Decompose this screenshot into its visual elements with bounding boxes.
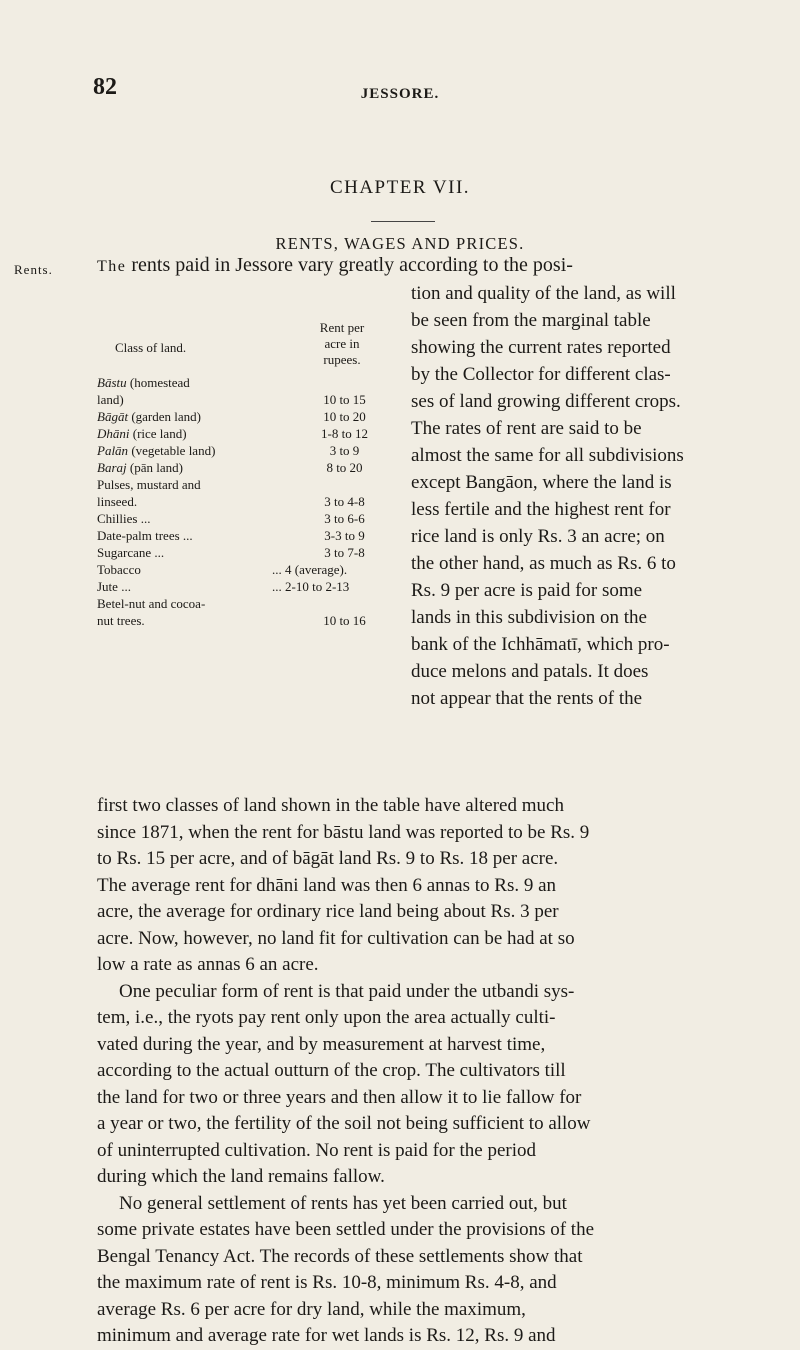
rent-rate: 3 to 9 (329, 443, 360, 458)
text-line: almost the same for all subdivisions (411, 445, 684, 466)
land-class (97, 545, 164, 561)
land-class-desc: Chillies ... (97, 511, 151, 526)
rent-rate: 10 to 15 (323, 392, 366, 407)
text-line: acre, the average for ordinary rice land being about Rs. 3 per (97, 901, 559, 922)
land-class (97, 460, 183, 476)
text-line: ses of land growing different crops. (411, 391, 681, 412)
text-line: except Bangāon, where the land is (411, 472, 672, 493)
page-number: 82 (93, 74, 117, 100)
land-class (97, 409, 201, 425)
table-row (97, 443, 402, 460)
table-header-rent (297, 320, 387, 368)
text-line: be seen from the marginal table (411, 310, 651, 331)
margin-note: Rents. (14, 262, 53, 277)
text-line: according to the actual outturn of the crop. The cultivators till (97, 1060, 566, 1081)
land-class (97, 426, 187, 442)
chapter-title: CHAPTER VII. (329, 177, 471, 198)
rent-rate: 8 to 20 (326, 460, 363, 475)
text-line: of uninterrupted cultivation. No rent is paid for the period (97, 1139, 536, 1161)
text-line: not appear that the rents of the (411, 688, 643, 709)
land-class-desc: (homestead (126, 375, 190, 390)
land-class-desc: Pulses, mustard and (97, 477, 201, 492)
land-class-desc: land) (97, 392, 124, 407)
land-class-desc: Sugarcane ... (97, 545, 165, 560)
table-row (97, 579, 402, 596)
land-class-desc: linseed. (97, 494, 138, 509)
table-header-rent-line: acre in (324, 336, 360, 351)
land-class (97, 562, 141, 578)
land-class-desc: Jute ... (97, 579, 131, 594)
right-column-text (411, 280, 789, 712)
rent-rate: 3 to 7-8 (324, 545, 365, 560)
text-line: lands in this subdivision on the (411, 607, 647, 628)
rent-rate: 10 to 20 (323, 409, 366, 424)
table-row (97, 375, 402, 392)
text-line: some private estates have been settled under the provisions of the (97, 1219, 595, 1240)
land-class-desc: nut trees. (97, 613, 145, 628)
land-class (97, 494, 137, 510)
section-title: RENTS, WAGES AND PRICES. (275, 234, 525, 253)
text-line: The rates of rent are said to be (411, 418, 642, 439)
land-class-desc: Betel-nut and cocoa- (97, 596, 206, 611)
lead-line (97, 254, 800, 277)
land-class-desc: Date-palm trees ... (97, 528, 193, 543)
table-row (97, 409, 402, 426)
table-row (97, 528, 402, 545)
text-line: a year or two, the fertility of the soil not being sufficient to allow (97, 1113, 591, 1134)
text-line: low a rate as annas 6 an acre. (97, 954, 319, 975)
land-class-desc: (garden land) (128, 409, 201, 424)
rent-rate: ... 2-10 to 2-13 (272, 579, 350, 594)
land-class (97, 375, 190, 391)
table-row (97, 494, 402, 511)
table-row (97, 477, 402, 494)
rent-rate: 10 to 16 (323, 613, 366, 628)
text-line: the maximum rate of rent is Rs. 10-8, minimum Rs. 4-8, and (97, 1272, 557, 1293)
land-class-term: Palān (97, 443, 129, 458)
text-line: One peculiar form of rent is that paid under the utbandi sys- (119, 980, 575, 1002)
text-line: rice land is only Rs. 3 an acre; on (411, 526, 665, 547)
table-row (97, 392, 402, 409)
table-row (97, 511, 402, 528)
table-header-rent-line: rupees. (323, 352, 361, 367)
land-class (97, 477, 201, 493)
land-class (97, 511, 150, 527)
land-class-term: Baraj (97, 460, 127, 475)
land-class-desc: (vegetable land) (128, 443, 216, 458)
text-line: the land for two or three years and then allow it to lie fallow for (97, 1086, 582, 1108)
text-line: minimum and average rate for wet lands is Rs. 12, Rs. 9 and (97, 1325, 556, 1346)
rent-rate: 3-3 to 9 (324, 528, 365, 543)
text-line: showing the current rates reported (411, 337, 671, 358)
divider-rule (371, 221, 435, 222)
text-line: acre. Now, however, no land fit for cultivation can be had at so (97, 927, 575, 949)
text-line: duce melons and patals. It does (411, 661, 649, 682)
table-row (97, 426, 402, 443)
text-line: Bengal Tenancy Act. The records of these settlements show that (97, 1245, 583, 1267)
text-line: tem, i.e., the ryots pay rent only upon the area actually culti- (97, 1007, 556, 1028)
table-row (97, 545, 402, 562)
text-line: by the Collector for different clas- (411, 364, 671, 385)
table-header-rent-line: Rent per (319, 320, 365, 335)
text-line: The average rent for dhāni land was then 6 annas to Rs. 9 an (97, 874, 557, 896)
text-line: vated during the year, and by measurement at harvest time, (97, 1033, 546, 1055)
text-line: during which the land remains fallow. (97, 1166, 385, 1187)
land-class-term: Bāgāt (97, 409, 129, 424)
text-line: since 1871, when the rent for bāstu land was reported to be Rs. 9 (97, 821, 590, 843)
text-line: tion and quality of the land, as will (411, 283, 676, 304)
text-line: No general settlement of rents has yet been carried out, but (119, 1192, 567, 1214)
land-class (97, 528, 193, 544)
text-line: less fertile and the highest rent for (411, 499, 671, 520)
land-class-desc: Tobacco (97, 562, 141, 577)
table-row (97, 562, 402, 579)
land-class-desc: (rice land) (129, 426, 187, 441)
rent-rate: 3 to 4-8 (324, 494, 365, 509)
table-header-class: Class of land. (115, 340, 187, 355)
lead-rest: rents paid in Jessore vary greatly according to the posi- (126, 254, 573, 276)
running-head: JESSORE. (360, 86, 440, 102)
text-line: average Rs. 6 per acre for dry land, while the maximum, (97, 1298, 526, 1320)
land-class (97, 613, 145, 629)
text-line: the other hand, as much as Rs. 6 to (411, 553, 676, 574)
land-class-desc: (pān land) (126, 460, 183, 475)
land-class (97, 392, 124, 408)
lead-first-word: The (97, 258, 127, 275)
land-class (97, 579, 131, 595)
land-class (97, 443, 215, 459)
table-row (97, 613, 402, 630)
rent-rate: ... 4 (average). (272, 562, 348, 577)
table-row (97, 460, 402, 477)
text-line: Rs. 9 per acre is paid for some (411, 580, 643, 601)
table-row (97, 596, 402, 613)
land-class (97, 596, 205, 612)
text-line: to Rs. 15 per acre, and of bāgāt land Rs. 9 to Rs. 18 per acre. (97, 848, 559, 869)
text-line: first two classes of land shown in the table have altered much (97, 795, 564, 816)
rent-rate: 3 to 6-6 (324, 511, 365, 526)
land-class-term: Bāstu (97, 375, 127, 390)
text-line: bank of the Ichhāmatī, which pro- (411, 634, 670, 655)
body-text (97, 793, 800, 1350)
land-class-term: Dhāni (97, 426, 130, 441)
rent-rate: 1-8 to 12 (321, 426, 368, 441)
